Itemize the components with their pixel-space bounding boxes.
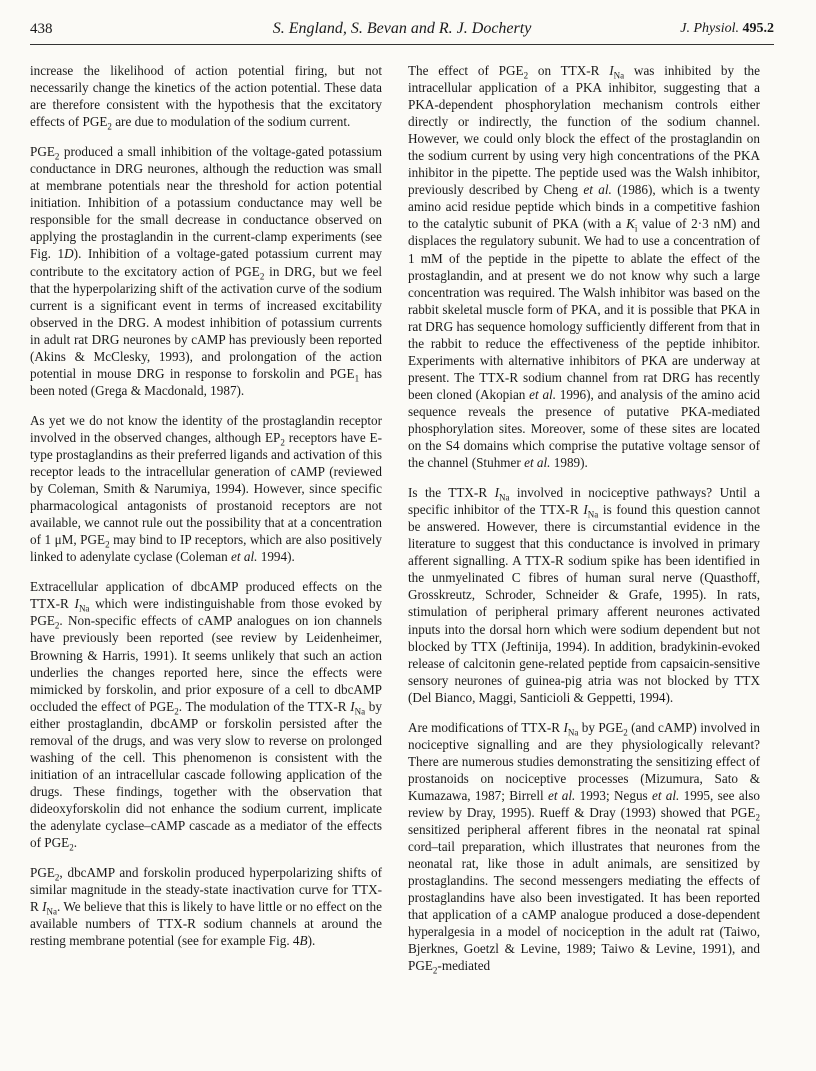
paragraph: As yet we do not know the identity of the prostaglandin receptor involved in the observed changes, although $EP_2$ receptors have E-type prostaglandins as their preferred ligands and activation of this receptor leads to the intracellular generation of cAMP (reviewed by Coleman, Smith & Narumiya, 1994). However, since specific pharmacological antagonists of prostanoid receptors are not available, we cannot rule out the possibility that at a concentration of 1 μM, $PGE_2$ may bind to IP receptors, which are also positively linked to adenylate cyclase (Coleman et al. 1994). bbox=[30, 412, 383, 565]
journal-citation bbox=[680, 21, 774, 37]
journal-name: J. Physiol. bbox=[680, 21, 739, 36]
page-header bbox=[30, 18, 774, 44]
paragraph: $PGE_2$, dbcAMP and forskolin produced hyperpolarizing shifts of similar magnitude in the steady-state inactivation curve for TTX-R $I_{Na}$. We believe that this is likely to have little or no effect on the available numbers of TTX-R sodium channels at around the resting membrane potential (see for example Fig. 4B). bbox=[30, 865, 382, 949]
right-column bbox=[408, 62, 760, 987]
journal-volume: 495.2 bbox=[742, 21, 774, 36]
paragraph: The effect of $PGE_2$ on TTX-R $I_{Na}$ was inhibited by the intracellular application of a PKA inhibitor, suggesting that a PKA-dependent phosphorylation mechanism controls either directly or indirectly, the function of the sodium channel. However, we could only block the effect of the prostaglandin on the sodium current by using very high concentrations of the PKA inhibitor in the pipette. The peptide used was the Walsh inhibitor, previously described by Cheng et al. (1986), which is a twenty amino acid residue peptide which binds in a competitive fashion to the catalytic subunit of PKA (with a $K_i$ value of 2·3 nM) and displaces the regulatory subunit. We had to use a concentration of 1 mM of the peptide in the pipette to ablate the effect of the prostaglandin, and at present we do not know why such a large concentration was required. The Walsh inhibitor was based on the rabbit skeletal muscle form of PKA, and it is possible that PKA in rat DRG has sequence homology sufficiently different from that in the rabbit to reduce the effectiveness of the peptide inhibitor. Experiments with alternative inhibitors of PKA are underway at present. The TTX-R sodium channel from rat DRG has recently been cloned (Akopian et al. 1996), and analysis of the amino acid sequence reveals the presence of putative PKA-mediated phosphorylation sites. Moreover, some of these sites are located on the S4 domains which comprise the putative voltage sensor of the channel (Stuhmer et al. 1989). bbox=[408, 63, 760, 471]
running-title: S. England, S. Bevan and R. J. Docherty bbox=[272, 20, 532, 37]
paragraph: Is the TTX-R $I_{Na}$ involved in nociceptive pathways? Until a specific inhibitor of the TTX-R $I_{Na}$ is found this question cannot be answered. However, there is circumstantial evidence in the literature to suggest that this conductance is involved in primary afferent signalling. A TTX-R sodium spike has been identified in the unmyelinated C fibres of human sural nerve (Quasthoff, Grosskreutz, Schroder, Schneider & Grafe, 1995). In rats, stimulation of peripheral primary afferent neurones activated inputs into the dorsal horn which were sodium dependent but not blocked by TTX (Jeftinija, 1994). In addition, bradykinin-evoked release of calcitonin gene-related peptide from capsaicin-sensitive sensory neurones of guinea-pig atria was not blocked by TTX (Del Bianco, Maggi, Santicioli & Geppetti, 1994). bbox=[408, 485, 761, 705]
left-column bbox=[30, 62, 382, 962]
header-rule bbox=[30, 44, 774, 45]
paragraph: $PGE_2$ produced a small inhibition of the voltage-gated potassium conductance in DRG neurones, although the reduction was small at membrane potentials near the threshold for action potential initiation. Inhibition of a potassium conductance may well be responsible for the small decrease in conductance observed on applying the prostaglandin in the current-clamp experiments (see Fig. 1D). Inhibition of a voltage-gated potassium current may contribute to the excitatory action of $PGE_2$ in DRG, but we feel that the hyperpolarizing shift of the activation curve of the sodium current is a significant event in terms of increased excitability observed in the DRG. A modest inhibition of potassium currents in adult rat DRG neurones by cAMP has previously been reported (Akins & McClesky, 1993), and prolongation of the action potential in mouse DRG in response to forskolin and $PGE_1$ has been noted (Grega & Macdonald, 1987). bbox=[30, 144, 383, 398]
paragraph: increase the likelihood of action potential firing, but not necessarily change the kinetics of the action potential. These data are therefore consistent with the hypothesis that the excitatory effects of $PGE_2$ are due to modulation of the sodium current. bbox=[30, 63, 382, 132]
page-number: 438 bbox=[30, 21, 53, 37]
paragraph: Are modifications of TTX-R $I_{Na}$ by $PGE_2$ (and cAMP) involved in nociceptive signalling and are they physiologically relevant? There are numerous studies demonstrating the sensitizing effect of prostanoids on nociceptive processes (Mizumura, Sato & Kumazawa, 1987; Birrell et al. 1993; Negus et al. 1995, see also review by Dray, 1995). Rueff & Dray (1993) showed that $PGE_2$ sensitized peripheral afferent fibres in the neonatal rat spinal cord–tail preparation, which illustrates that neurones from the neonatal rat, like those in adult animals, are sensitized by prostaglandins. The second messengers mediating the effects of prostaglandins have also been investigated. It has been reported that application of a cAMP analogue produced a dose-dependent hyperalgesia in a model of nociception in the adult rat (Taiwo, Bjerknes, Goetzl & Levine, 1989; Taiwo & Levine, 1991), and $PGE_2$-mediated bbox=[408, 719, 760, 977]
paragraph: Extracellular application of dbcAMP produced effects on the TTX-R $I_{Na}$ which were indistinguishable from those evoked by $PGE_2$. Non-specific effects of cAMP analogues on ion channels have previously been reported (see review by Leidenheimer, Browning & Harris, 1991). It seems unlikely that such an action underlies the changes reported here, since the effects were mimicked by forskolin, and prior exposure of a cell to dbcAMP occluded the effect of $PGE_2$. The modulation of the TTX-R $I_{Na}$ by either prostaglandin, dbcAMP or forskolin persisted after the removal of the drugs, and was very slow to reverse on prolonged washing of the cell. This phenomenon is consistent with the initiation of an intracellular cascade following application of the drugs. These findings, together with the observation that dideoxyforskolin did not enhance the sodium current, implicate the adenylate cyclase–cAMP cascade as a mediator of the effects of $PGE_2$. bbox=[30, 579, 383, 853]
